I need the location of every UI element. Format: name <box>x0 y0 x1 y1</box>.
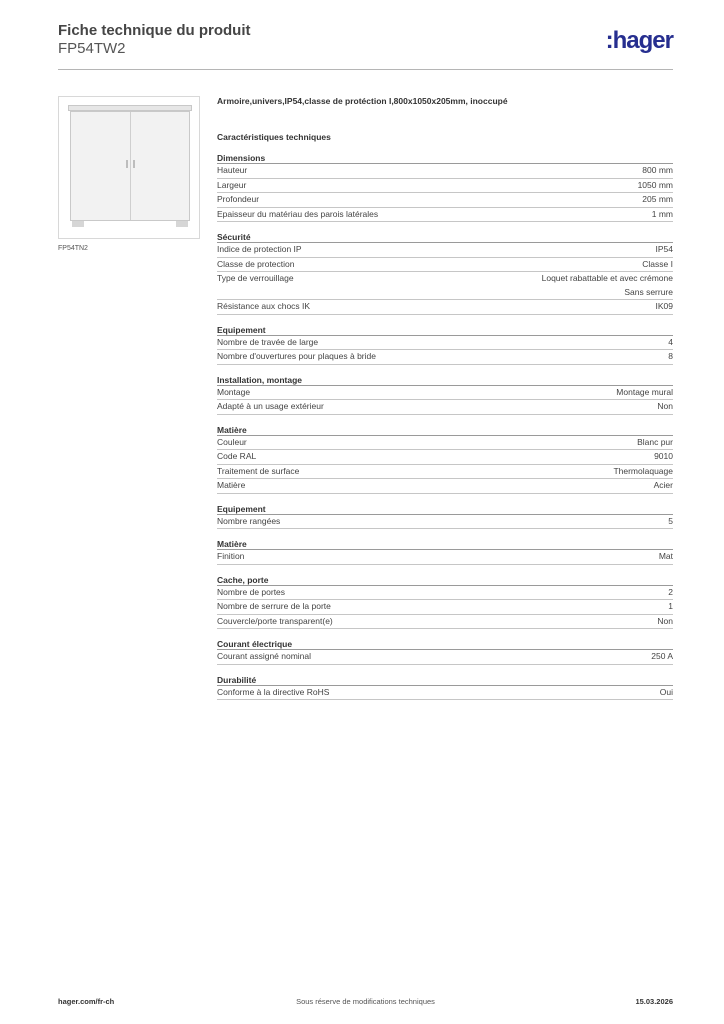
spec-section <box>217 503 673 530</box>
spec-row <box>217 615 673 630</box>
spec-row <box>217 550 673 565</box>
spec-row <box>217 650 673 665</box>
spec-value: 9010 <box>654 451 673 461</box>
cabinet-door-split <box>130 112 131 220</box>
page-header <box>58 22 673 70</box>
section-title: Equipement <box>217 324 673 336</box>
spec-label: Résistance aux chocs IK <box>217 301 311 311</box>
spec-value: IP54 <box>655 244 673 254</box>
spec-value: Mat <box>658 551 673 561</box>
spec-label: Finition <box>217 551 245 561</box>
spec-label: Adapté à un usage extérieur <box>217 401 324 411</box>
spec-value: 205 mm <box>642 194 673 204</box>
spec-label: Largeur <box>217 179 247 190</box>
spec-label: Hauteur <box>217 165 248 175</box>
page-footer <box>58 997 673 1009</box>
spec-label: Indice de protection IP <box>217 244 302 254</box>
spec-row <box>217 515 673 530</box>
section-title: Durabilité <box>217 674 673 686</box>
spec-section <box>217 638 673 665</box>
footer-website: hager.com/fr-ch <box>58 997 115 1006</box>
section-title: Cache, porte <box>217 574 673 586</box>
spec-value: IK09 <box>655 301 673 311</box>
section-title: Dimensions <box>217 152 673 164</box>
section-spacer <box>217 565 673 574</box>
spec-row <box>217 258 673 273</box>
specs-heading: Caractéristiques techniques <box>217 132 331 142</box>
section-title: Courant électrique <box>217 638 673 650</box>
spec-label: Nombre de serrure de la porte <box>217 601 331 611</box>
section-spacer <box>217 529 673 538</box>
spec-label: Montage <box>217 386 251 397</box>
spec-section <box>217 231 673 315</box>
spec-row <box>217 586 673 601</box>
spec-section <box>217 674 673 701</box>
product-description: Armoire,univers,IP54,classe de protéction I,800x1050x205mm, inoccupé <box>217 96 508 106</box>
spec-section <box>217 424 673 494</box>
spec-label: Code RAL <box>217 451 257 461</box>
spec-row <box>217 179 673 194</box>
spec-label: Profondeur <box>217 194 260 204</box>
section-spacer <box>217 494 673 503</box>
spec-label: Nombre de portes <box>217 586 286 597</box>
spec-label: Conforme à la directive RoHS <box>217 686 330 697</box>
document-title: Fiche technique du produit <box>58 22 251 39</box>
product-image <box>58 96 200 239</box>
spec-label: Nombre rangées <box>217 515 281 526</box>
spec-row <box>217 243 673 258</box>
spec-row <box>217 436 673 451</box>
spec-value: 4 <box>668 336 673 347</box>
spec-value: 5 <box>668 515 673 526</box>
spec-value: Blanc pur <box>637 436 673 447</box>
spec-label: Type de verrouillage <box>217 273 294 283</box>
spec-value: Loquet rabattable et avec crémone Sans serrure <box>541 273 673 297</box>
cabinet-handle-left <box>126 160 128 168</box>
spec-label: Epaisseur du matériau des parois latérales <box>217 208 379 219</box>
section-title: Installation, montage <box>217 374 673 386</box>
spec-value: Acier <box>653 480 673 490</box>
footer-date: 15.03.2026 <box>635 997 673 1006</box>
spec-label: Classe de protection <box>217 258 295 269</box>
spec-row <box>217 400 673 415</box>
spec-row <box>217 336 673 351</box>
spec-section <box>217 538 673 565</box>
section-spacer <box>217 629 673 638</box>
cabinet-foot-right <box>176 221 188 227</box>
spec-value: 8 <box>668 351 673 361</box>
product-code: FP54TW2 <box>58 40 126 57</box>
spec-row <box>217 386 673 401</box>
spec-value: 1050 mm <box>637 179 673 190</box>
spec-value: Thermolaquage <box>613 465 673 476</box>
spec-label: Nombre d'ouvertures pour plaques à bride <box>217 351 376 361</box>
spec-sections <box>217 152 673 700</box>
spec-section <box>217 324 673 365</box>
spec-row <box>217 600 673 615</box>
spec-row <box>217 450 673 465</box>
section-spacer <box>217 365 673 374</box>
spec-row <box>217 193 673 208</box>
spec-value: 1 <box>668 601 673 611</box>
spec-value: 800 mm <box>642 165 673 175</box>
spec-section <box>217 152 673 222</box>
spec-label: Matière <box>217 480 246 490</box>
spec-value: Non <box>657 615 673 626</box>
spec-value: 250 A <box>651 651 673 661</box>
cabinet-body-illustration <box>70 111 190 221</box>
section-spacer <box>217 415 673 424</box>
section-spacer <box>217 222 673 231</box>
spec-section <box>217 374 673 415</box>
spec-section <box>217 574 673 630</box>
spec-label: Couvercle/porte transparent(e) <box>217 615 333 626</box>
section-spacer <box>217 665 673 674</box>
section-title: Sécurité <box>217 231 673 243</box>
spec-label: Nombre de travée de large <box>217 336 319 347</box>
spec-row <box>217 164 673 179</box>
hager-logo: :hager <box>605 27 673 54</box>
footer-notice: Sous réserve de modifications techniques <box>296 997 435 1006</box>
spec-value: Classe I <box>642 258 673 269</box>
spec-label: Couleur <box>217 436 247 447</box>
section-title: Equipement <box>217 503 673 515</box>
spec-row <box>217 686 673 701</box>
section-title: Matière <box>217 424 673 436</box>
spec-row <box>217 350 673 365</box>
spec-value: Non <box>657 401 673 411</box>
section-spacer <box>217 315 673 324</box>
spec-row <box>217 465 673 480</box>
spec-row <box>217 479 673 494</box>
spec-value: 1 mm <box>651 208 673 219</box>
spec-row <box>217 300 673 315</box>
spec-label: Traitement de surface <box>217 465 300 476</box>
section-title: Matière <box>217 538 673 550</box>
product-content <box>217 96 673 700</box>
spec-row <box>217 272 673 300</box>
spec-label: Courant assigné nominal <box>217 651 312 661</box>
cabinet-handle-right <box>133 160 135 168</box>
spec-value: Montage mural <box>616 386 673 397</box>
image-caption: FP54TN2 <box>58 245 88 252</box>
spec-value: Oui <box>659 686 673 697</box>
cabinet-foot-left <box>72 221 84 227</box>
spec-value: 2 <box>668 586 673 597</box>
spec-row <box>217 208 673 223</box>
